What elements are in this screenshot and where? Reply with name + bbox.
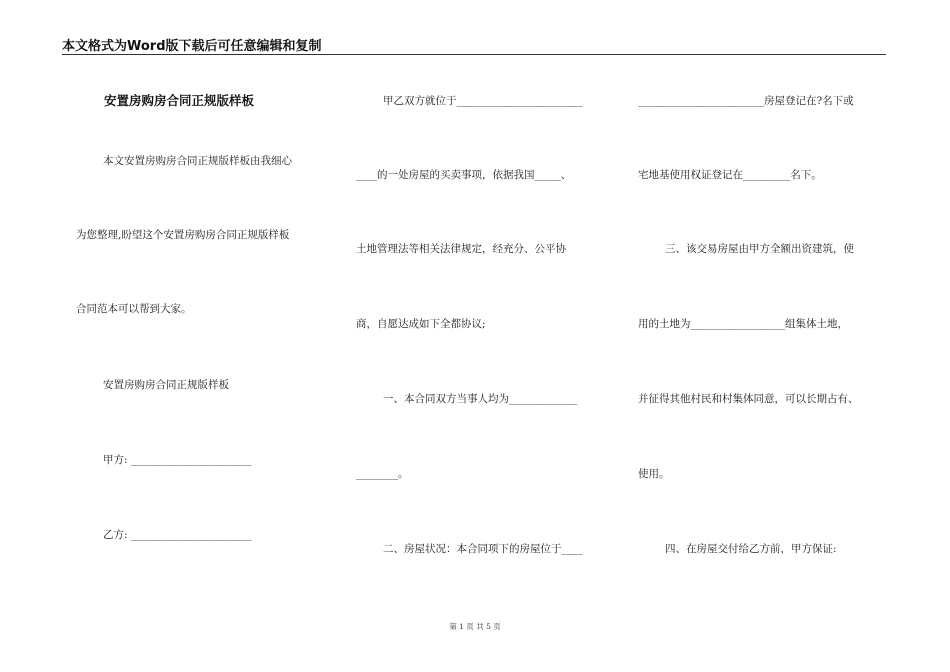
paragraph-line: 商，自愿达成如下全都协议; bbox=[356, 318, 486, 330]
paragraph-line: 使用。 bbox=[638, 468, 670, 480]
header-text: 本文格式为Word版下载后可任意编辑和复制 bbox=[62, 39, 322, 54]
document-title: 安置房购房合同正规版样板 bbox=[104, 93, 255, 108]
paragraph-line: ________。 bbox=[356, 468, 409, 480]
clause-4-line: 四、在房屋交付给乙方前，甲方保证: bbox=[665, 543, 837, 555]
party-b-line: 乙方: _______________________ bbox=[103, 529, 252, 541]
paragraph-line: ________________________房屋登记在?名下或 bbox=[638, 95, 854, 107]
clause-3-line: 三、该交易房屋由甲方全额出资建筑，使 bbox=[665, 243, 854, 255]
paragraph-line: 并征得其他村民和村集体同意，可以长期占有、 bbox=[638, 393, 859, 405]
paragraph-line: 合同范本可以帮到大家。 bbox=[76, 303, 192, 315]
paragraph-line: 为您整理,盼望这个安置房购房合同正规版样板 bbox=[76, 229, 290, 241]
party-a-line: 甲方: _______________________ bbox=[103, 454, 252, 466]
paragraph-line: 宅地基使用权证登记在_________名下。 bbox=[638, 169, 822, 181]
paragraph-line: 用的土地为__________________组集体土地， bbox=[638, 318, 848, 330]
page-header bbox=[62, 36, 886, 55]
paragraph-line: 土地管理法等相关法律规定，经充分、公平协 bbox=[356, 243, 566, 255]
clause-1-line: 一、本合同双方当事人均为_____________ bbox=[383, 393, 578, 405]
paragraph-line: 本文安置房购房合同正规版样板由我细心 bbox=[103, 155, 292, 167]
paragraph-line: 甲乙双方就位于________________________ bbox=[383, 95, 583, 107]
page-footer: 第 1 页 共 5 页 bbox=[449, 622, 501, 631]
paragraph-line: ____的一处房屋的买卖事项，依据我国_____、 bbox=[356, 169, 572, 181]
subtitle-line: 安置房购房合同正规版样板 bbox=[103, 379, 229, 391]
clause-2-line: 二、房屋状况：本合同项下的房屋位于____ bbox=[383, 543, 583, 555]
